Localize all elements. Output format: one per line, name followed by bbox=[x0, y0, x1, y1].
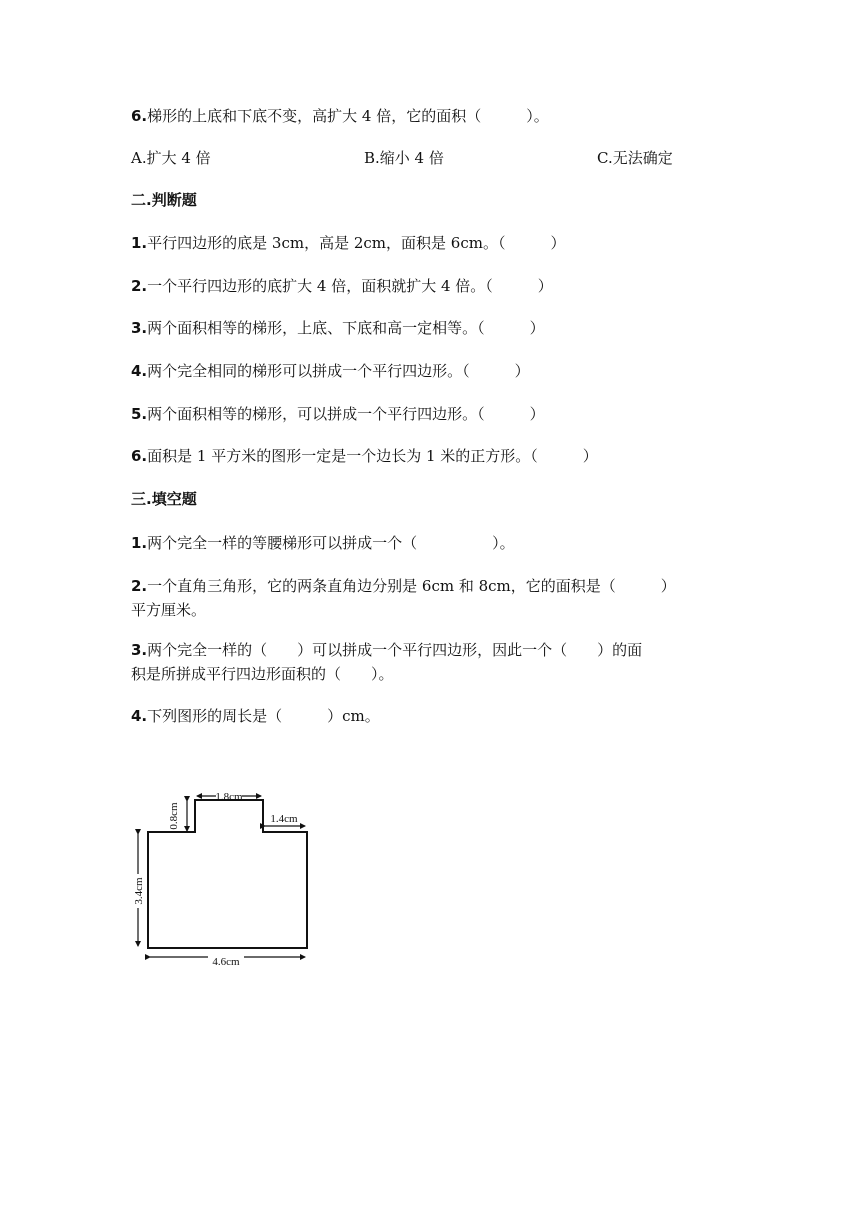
section-title-fill-blank: 三.填空题 bbox=[131, 490, 197, 508]
judgement-item-1 bbox=[131, 233, 565, 253]
left-step-dimension-label: 0.8cm bbox=[168, 802, 180, 830]
height-dimension-label: 3.4cm bbox=[133, 877, 145, 905]
item-number: 4. bbox=[131, 707, 148, 725]
item-number: 6. bbox=[131, 447, 148, 465]
judgement-item-6 bbox=[131, 446, 598, 466]
judgement-item-2 bbox=[131, 276, 553, 296]
option-c: C.无法确定 bbox=[597, 149, 673, 167]
item-text: 两个完全一样的等腰梯形可以拼成一个（ ）。 bbox=[147, 534, 515, 552]
item-number: 2. bbox=[131, 577, 148, 595]
fill-item-4 bbox=[131, 706, 380, 726]
option-a: A.扩大 4 倍 bbox=[131, 149, 211, 167]
item-text: 平行四边形的底是 3cm，高是 2cm，面积是 6cm。（ ） bbox=[147, 234, 566, 252]
right-step-dimension-label: 1.4cm bbox=[270, 813, 298, 825]
item-number: 3. bbox=[131, 641, 148, 659]
item-number: 4. bbox=[131, 362, 148, 380]
item-text: 一个直角三角形，它的两条直角边分别是 6cm 和 8cm，它的面积是（ ） bbox=[147, 577, 676, 595]
fill-item-1 bbox=[131, 533, 515, 553]
judgement-item-5 bbox=[131, 404, 545, 424]
item-number: 2. bbox=[131, 277, 148, 295]
item-number: 5. bbox=[131, 405, 148, 423]
item-text: 下列图形的周长是（ ）cm。 bbox=[147, 707, 380, 725]
top-dimension-label: 1.8cm bbox=[215, 791, 243, 803]
item-text: 两个完全一样的（ ）可以拼成一个平行四边形，因此一个（ ）的面 bbox=[147, 641, 643, 659]
option-b: B.缩小 4 倍 bbox=[364, 149, 444, 167]
judgement-item-4 bbox=[131, 361, 530, 381]
item-text: 一个平行四边形的底扩大 4 倍，面积就扩大 4 倍。（ ） bbox=[147, 277, 553, 295]
fill-item-2 bbox=[131, 576, 676, 596]
item-text: 两个完全相同的梯形可以拼成一个平行四边形。（ ） bbox=[147, 362, 530, 380]
question-number: 6. bbox=[131, 107, 148, 125]
item-number: 1. bbox=[131, 534, 148, 552]
item-text: 面积是 1 平方米的图形一定是一个边长为 1 米的正方形。（ ） bbox=[147, 447, 598, 465]
judgement-item-3 bbox=[131, 318, 545, 338]
question-text: 梯形的上底和下底不变，高扩大 4 倍，它的面积（ ）。 bbox=[147, 107, 549, 125]
fill-item-2-continued: 平方厘米。 bbox=[131, 601, 207, 619]
question-6 bbox=[131, 106, 549, 126]
item-number: 1. bbox=[131, 234, 148, 252]
fill-item-3-continued: 积是所拼成平行四边形面积的（ ）。 bbox=[131, 665, 394, 683]
perimeter-figure bbox=[128, 780, 318, 970]
item-number: 3. bbox=[131, 319, 148, 337]
section-title-judgement: 二.判断题 bbox=[131, 191, 197, 209]
bottom-dimension-label: 4.6cm bbox=[212, 956, 240, 968]
fill-item-3 bbox=[131, 640, 642, 660]
item-text: 两个面积相等的梯形，上底、下底和高一定相等。（ ） bbox=[147, 319, 545, 337]
item-text: 两个面积相等的梯形，可以拼成一个平行四边形。（ ） bbox=[147, 405, 545, 423]
